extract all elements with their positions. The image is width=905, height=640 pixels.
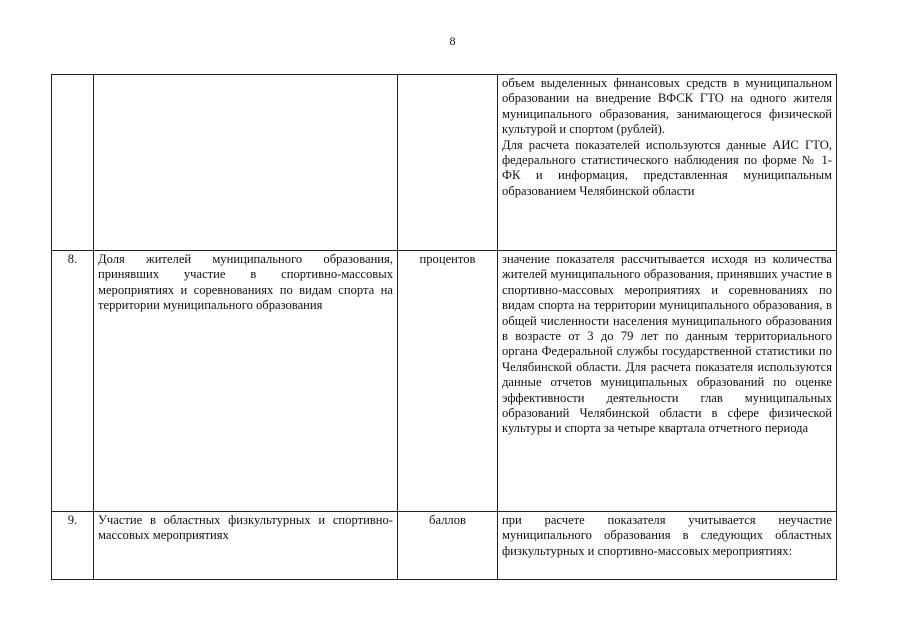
table-row [52, 251, 837, 512]
table-row [52, 512, 837, 580]
method-paragraph: значение показателя рассчитывается исходя из количества жителей муниципального образования, принявших участие в спортивно-массовых мероприятиях и соревнованиях по видам спорта на территории муниципального образования, в общей численности населения муниципального образования в возрасте от 3 до 79 лет по данным территориального органа Федеральной службы государственной статистики по Челябинской области. Для расчета показателя используются данные отчетов муниципальных образований по оценке эффективности деятельности глав муниципальных образований Челябинской области в сфере физической культуры и спорта за четыре квартала отчетного периода [502, 252, 832, 436]
indicator-name-cell: Участие в областных физкультурных и спортивно-массовых мероприятиях [94, 512, 398, 580]
page-number: 8 [449, 34, 456, 48]
row-number-cell: 9. [52, 512, 94, 580]
table-row [52, 75, 837, 251]
indicator-table [51, 74, 837, 580]
row-number-cell [52, 75, 94, 251]
unit-cell: баллов [398, 512, 498, 580]
method-cell [498, 512, 837, 580]
method-paragraph: Для расчета показателей используются данные АИС ГТО, федерального статистического наблюдения по форме № 1-ФК и информация, представленная муниципальным образованием Челябинской области [502, 137, 832, 198]
method-cell [498, 75, 837, 251]
indicator-name-cell [94, 75, 398, 251]
indicator-name-cell: Доля жителей муниципального образования, принявших участие в спортивно-массовых мероприятиях и соревнованиях по видам спорта на территории муниципального образования [94, 251, 398, 512]
method-paragraph: при расчете показателя учитывается неучастие муниципального образования в следующих областных физкультурных и спортивно-массовых мероприятиях: [502, 513, 832, 558]
unit-cell [398, 75, 498, 251]
method-paragraph: объем выделенных финансовых средств в муниципальном образовании на внедрение ВФСК ГТО на одного жителя муниципального образования, занимающегося физической культурой и спортом (рублей). [502, 76, 832, 137]
unit-cell: процентов [398, 251, 498, 512]
method-cell [498, 251, 837, 512]
row-number-cell: 8. [52, 251, 94, 512]
